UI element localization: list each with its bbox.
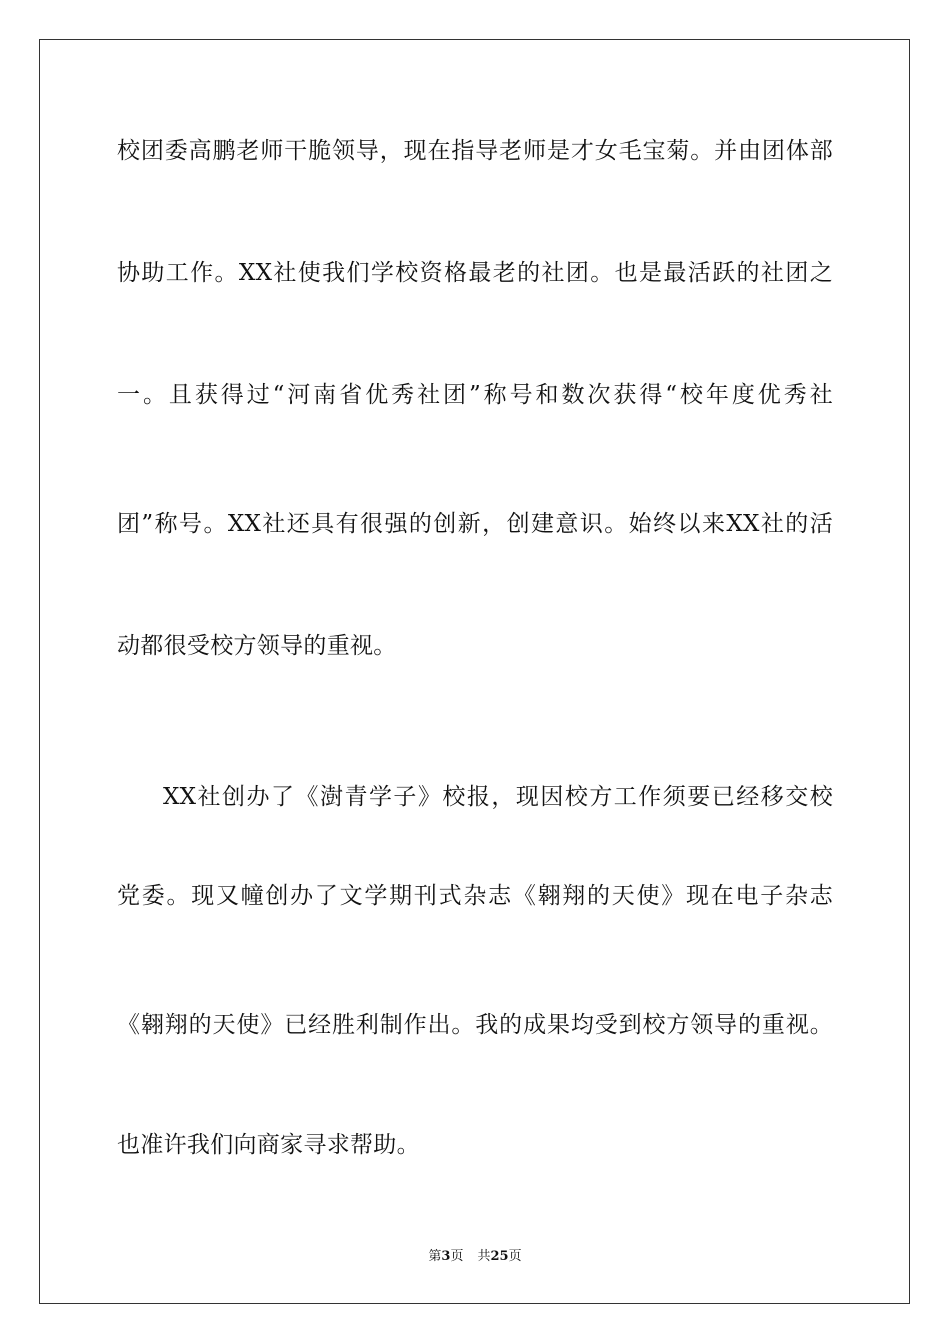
body-text-line-9: 也准许我们向商家寻求帮助。 [117, 1132, 420, 1158]
page-border [39, 39, 910, 1304]
body-text-line-5: 动都很受校方领导的重视。 [117, 633, 397, 659]
footer-total-prefix: 共 [477, 1249, 491, 1264]
footer-total-pages: 25 [490, 1249, 509, 1264]
footer-page-prefix: 第 [428, 1249, 442, 1264]
body-text-line-8: 《翱翔的天使》已经胜利制作出。我的成果均受到校方领导的重视。 [117, 1012, 833, 1038]
page-footer [0, 1248, 950, 1266]
body-text-line-3: 一。且获得过“河南省优秀社团”称号和数次获得“校年度优秀社 [117, 382, 833, 408]
footer-page-suffix: 页 [450, 1249, 464, 1264]
footer-total-suffix: 页 [508, 1249, 522, 1264]
footer-page-number: 3 [441, 1249, 451, 1264]
body-text-line-2: 协助工作。XX社使我们学校资格最老的社团。也是最活跃的社团之 [117, 260, 833, 286]
body-text-line-1: 校团委高鹏老师干脆领导，现在指导老师是才女毛宝菊。并由团体部 [117, 138, 833, 164]
body-text-line-4: 团”称号。XX社还具有很强的创新，创建意识。始终以来XX社的活 [117, 511, 833, 537]
body-text-line-6: XX社创办了《澍青学子》校报，现因校方工作须要已经移交校 [163, 784, 833, 810]
body-text-line-7: 党委。现又幢创办了文学期刊式杂志《翱翔的天使》现在电子杂志 [117, 883, 833, 909]
